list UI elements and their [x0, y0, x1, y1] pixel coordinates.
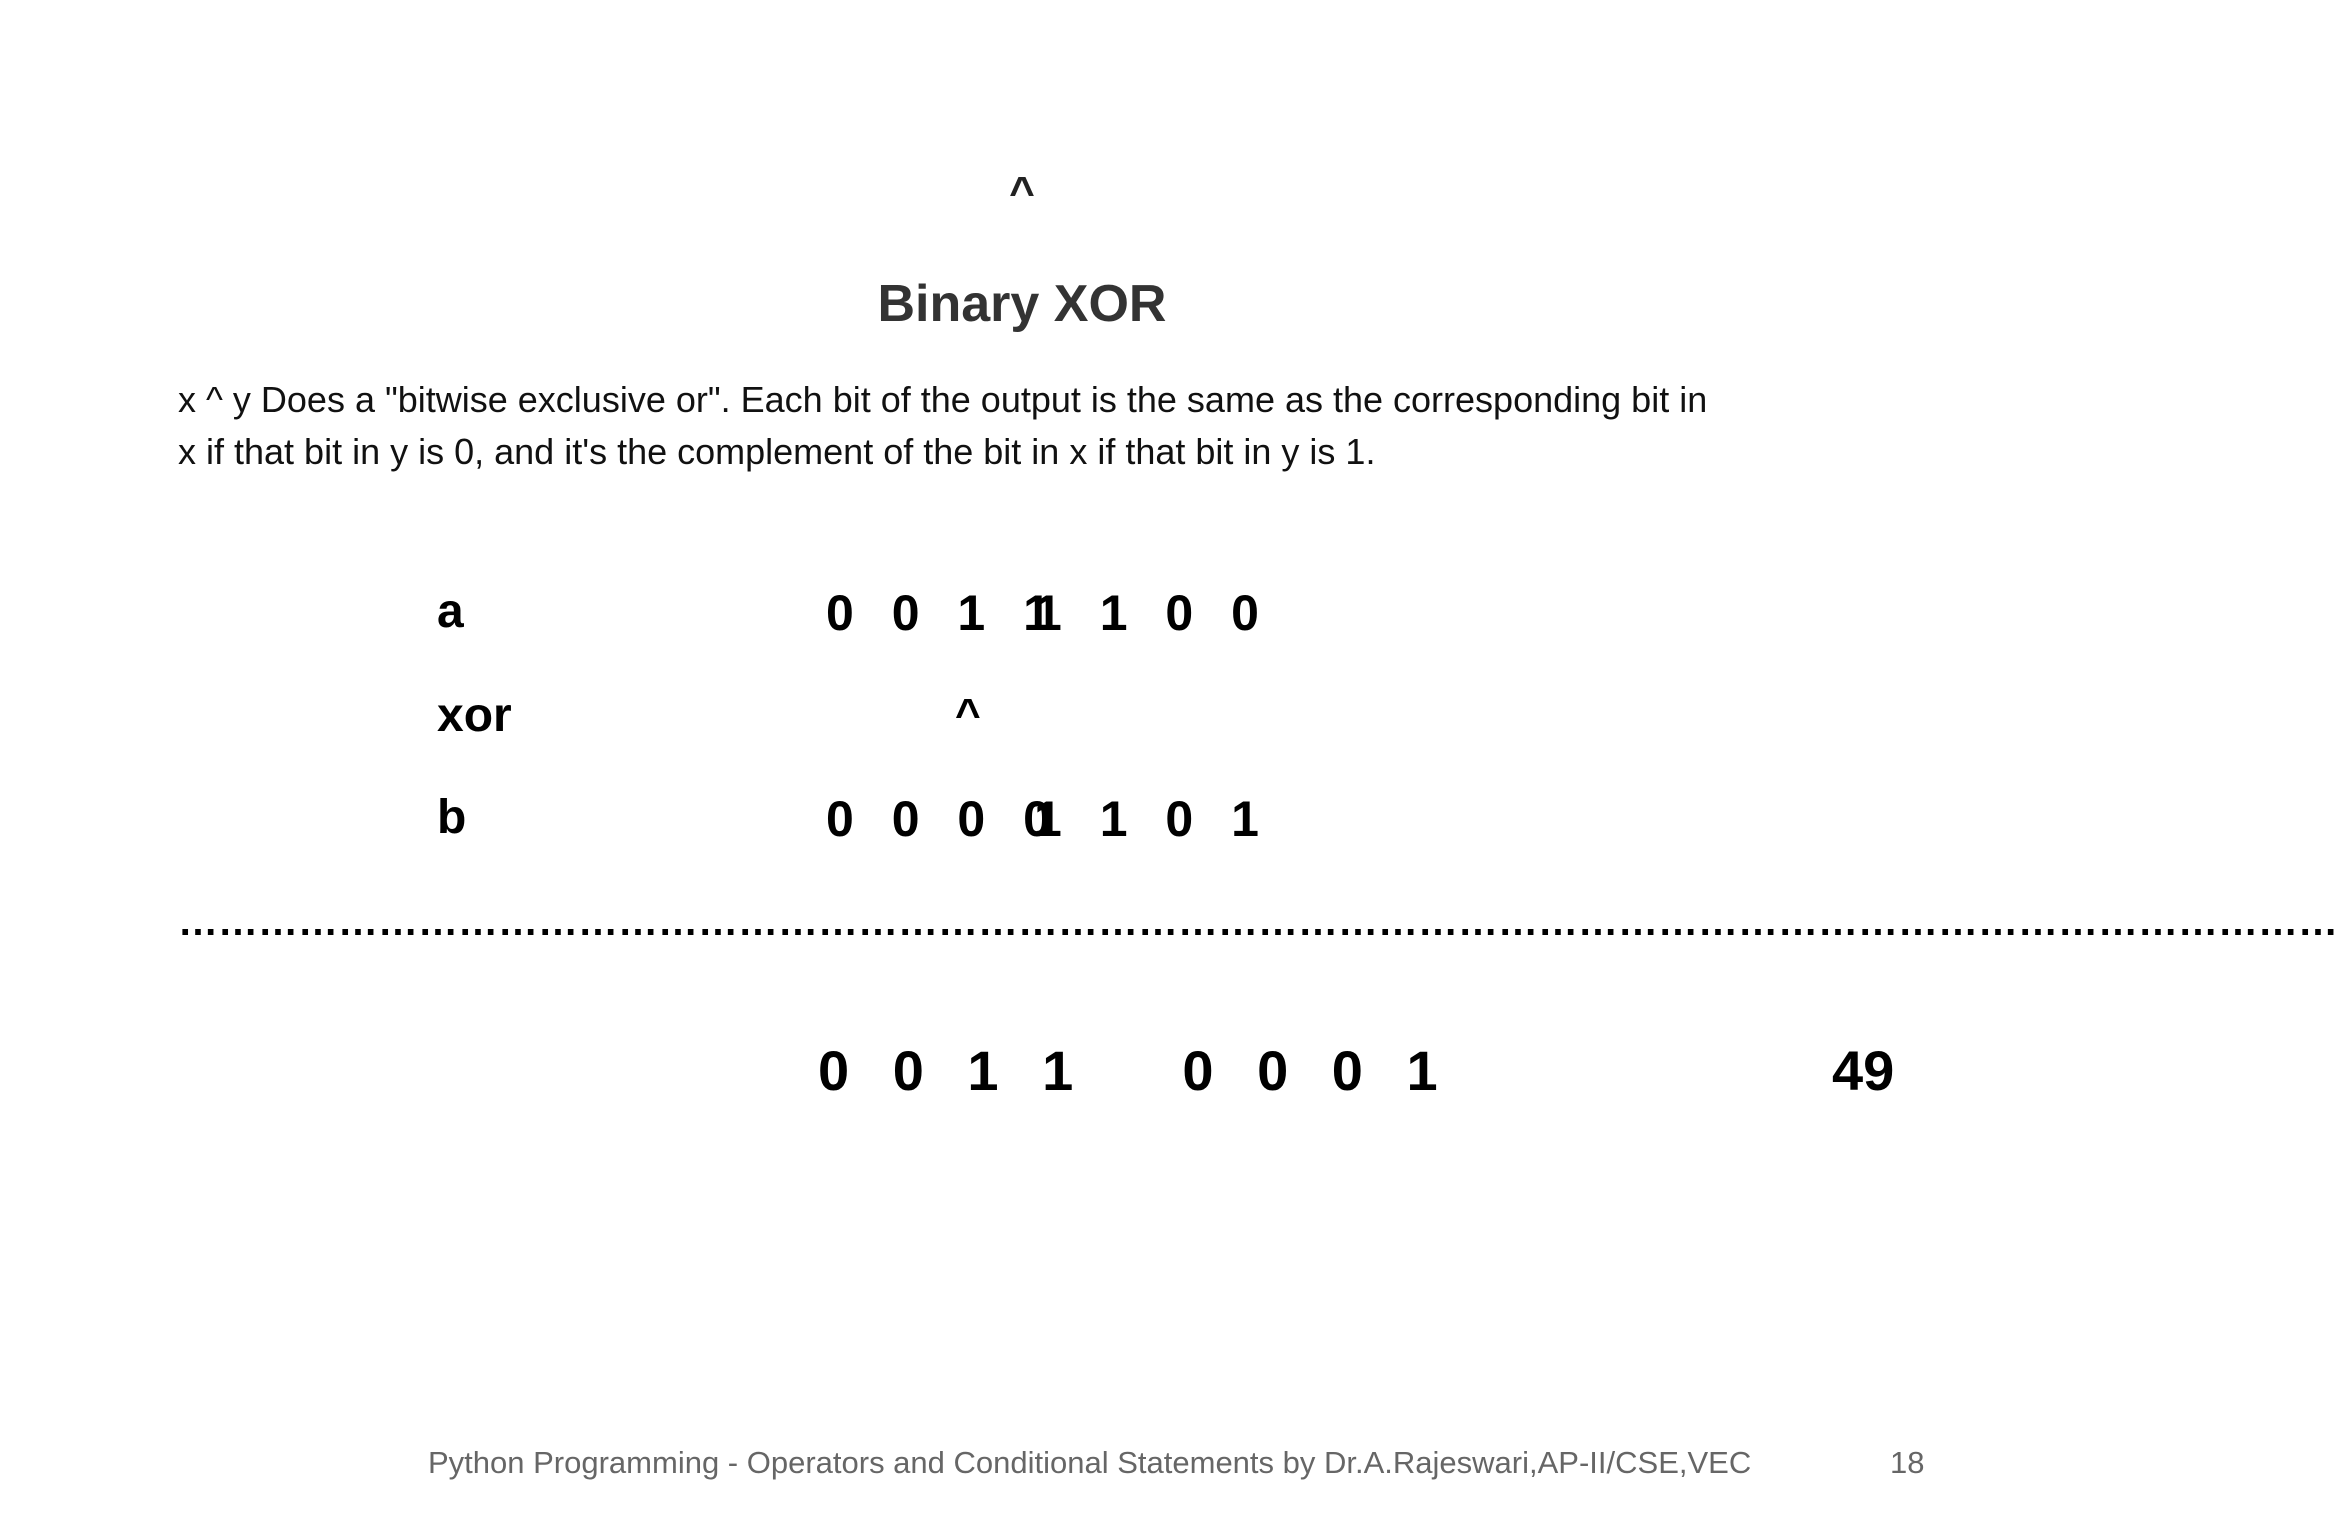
operand-a-label: a [437, 585, 464, 638]
xor-symbol-heading: ^ [1009, 168, 1035, 217]
slide-footer: Python Programming - Operators and Conditional Statements by Dr.A.Rajeswari,AP-II/CSE,VEC [428, 1445, 1752, 1480]
result-high-nibble: 0 0 1 1 [818, 1039, 1088, 1102]
result-bits [818, 1038, 1452, 1103]
operand-b-label: b [437, 791, 467, 844]
description-line-2: x if that bit in y is 0, and it's the complement of the bit in x if that bit in y is 1. [178, 431, 1376, 472]
operator-label: xor [437, 689, 512, 742]
operand-a-low-nibble: 1 1 0 0 [1034, 585, 1271, 641]
description-line-1: x ^ y Does a "bitwise exclusive or". Each bit of the output is the same as the corresponding bit in [178, 379, 1708, 420]
dotted-separator: ……………………………………………………………………………………………………………………………………………… [178, 900, 2338, 944]
description-paragraph [178, 374, 1898, 478]
operand-a-high-nibble: 0 0 1 1 [826, 585, 1063, 641]
page-number: 18 [1890, 1445, 1925, 1480]
result-low-nibble: 0 0 0 1 [1182, 1039, 1452, 1102]
operand-b-high-nibble: 0 0 0 0 [826, 791, 1063, 847]
slide-title: Binary XOR [877, 275, 1167, 333]
operand-b-low-nibble: 1 1 0 1 [1034, 791, 1271, 847]
xor-operator-symbol: ^ [955, 690, 981, 739]
result-decimal-value: 49 [1832, 1039, 1895, 1102]
